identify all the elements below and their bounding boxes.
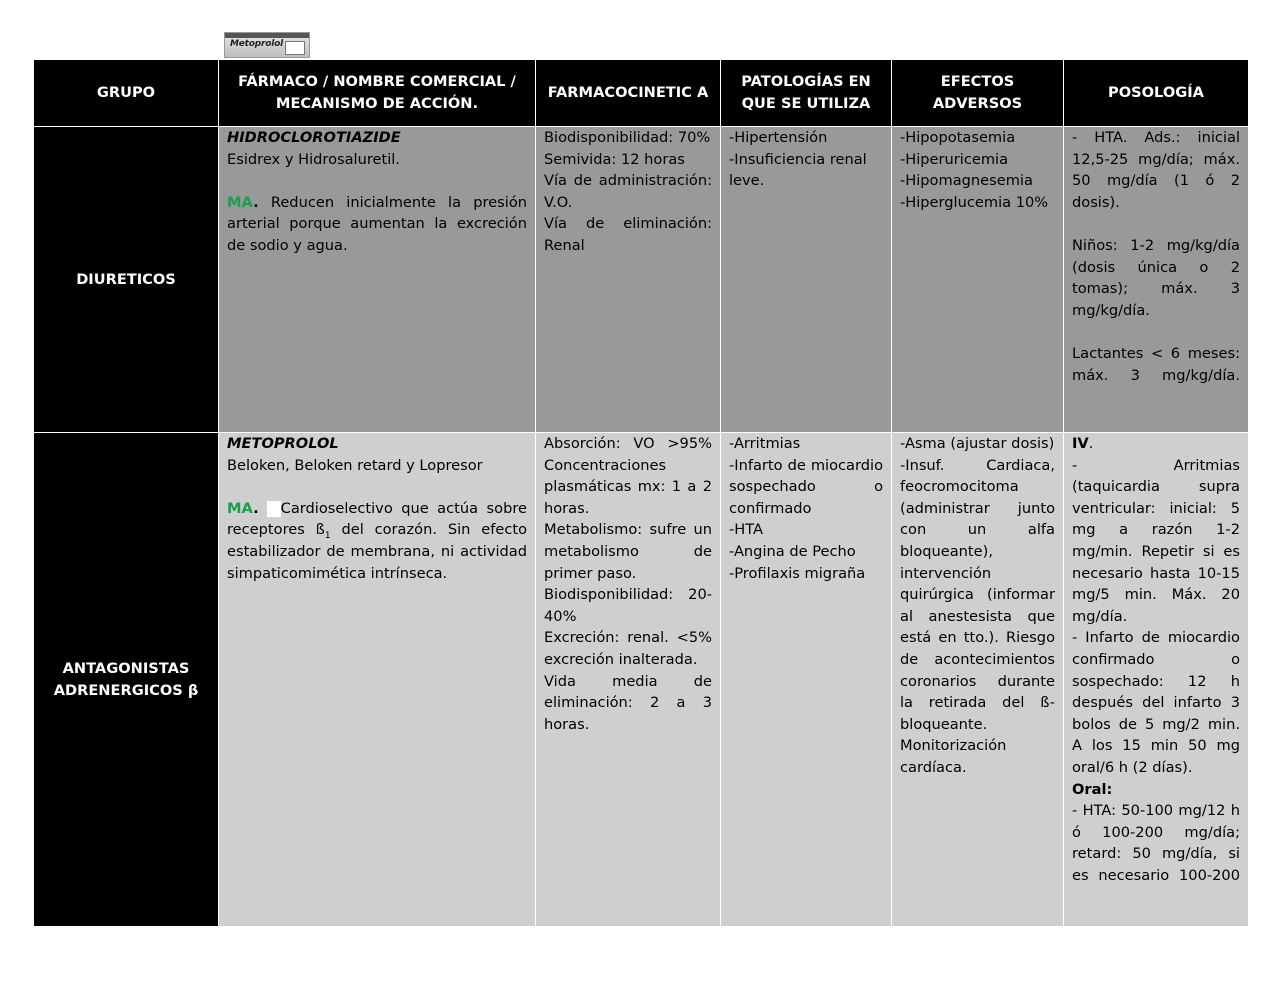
header-efectos: EFECTOS ADVERSOS [892, 60, 1064, 127]
table-row-diureticos [34, 127, 1249, 433]
brand-names: Esidrex y Hidrosaluretil. [227, 150, 400, 168]
pk-item: Biodisponibilidad: 20-40% [544, 586, 712, 625]
posology-item: Niños: 1-2 mg/kg/día (dosis única o 2 tomas); máx. 3 mg/kg/día. [1072, 236, 1240, 319]
adverse-item: -Asma (ajustar dosis) [900, 435, 1055, 452]
drug-name: HIDROCLOROTIAZIDE [227, 129, 401, 146]
mechanism-body-b: del corazón. Sin efecto estabilizador de membrana, ni actividad simpaticomimética intrínseca. [227, 521, 527, 582]
header-row [34, 60, 1249, 127]
pathology-item: -HTA [729, 521, 764, 539]
posology-item: Lactantes < 6 meses: máx. 3 mg/kg/día. [1072, 344, 1240, 384]
pk-cell [536, 127, 721, 433]
pathology-item: -Arritmias [729, 435, 801, 452]
adverse-item: -Hiperglucemia 10% [900, 193, 1049, 211]
pk-item: Vía de eliminación: Renal [544, 215, 712, 254]
posology-item: - HTA. Ads.: inicial 12,5-25 mg/día; máx. 50 mg/día (1 ó 2 dosis). [1072, 129, 1240, 211]
group-cell: ANTAGONISTAS ADRENERGICOS β [34, 433, 219, 927]
package-brand-text: Metoprolol [230, 39, 283, 49]
pathology-item: -Profilaxis migraña [729, 564, 866, 582]
package-label-box [285, 41, 305, 55]
pk-item: Metabolismo: sufre un metabolismo de primer paso. [544, 521, 712, 582]
pk-cell [536, 433, 721, 927]
metoprolol-package-image [224, 32, 310, 58]
posology-item: - HTA: 50-100 mg/12 h ó 100-200 mg/día; retard: 50 mg/día, si es necesario 100-200 [1072, 802, 1240, 884]
pk-item: Vida media de eliminación: 2 a 3 horas. [544, 672, 712, 733]
adverse-item: -Hipopotasemia [900, 129, 1016, 146]
drug-table [33, 59, 1249, 927]
pk-item: Absorción: VO >95% [544, 435, 712, 452]
posology-iv: IV. [1072, 435, 1094, 452]
mechanism-text: MA. Reducen inicialmente la presión arterial porque aumentan la excreción de sodio y agua. [227, 193, 527, 254]
pk-item: Biodisponibilidad: 70% [544, 129, 711, 146]
adverse-item: -Hipomagnesemia [900, 172, 1033, 190]
blank-box [267, 501, 281, 517]
mechanism-body: Reducen inicialmente la presión arterial porque aumentan la excreción de sodio y agua. [227, 193, 527, 254]
pk-item: Excreción: renal. <5% excreción inalterada. [544, 629, 712, 668]
mechanism-body-a: Cardioselectivo que actúa sobre receptores ß [227, 499, 527, 539]
iv-label: IV [1072, 435, 1089, 452]
drug-name: METOPROLOL [227, 435, 339, 452]
posology-cell [1064, 127, 1249, 433]
pathology-item: -Insuficiencia renal leve. [729, 150, 867, 190]
mechanism-subscript: 1 [324, 531, 331, 542]
pk-item: Concentraciones plasmáticas mx: 1 a 2 horas. [544, 456, 712, 517]
pathology-item: -Infarto de miocardio sospechado o confirmado [729, 456, 883, 517]
header-grupo: GRUPO [34, 60, 219, 127]
adverse-cell [892, 127, 1064, 433]
group-cell: DIURETICOS [34, 127, 219, 433]
header-posologia: POSOLOGÍA [1064, 60, 1249, 127]
posology-item: - Infarto de miocardio confirmado o sospechado: 12 h después del infarto 3 bolos de 5 mg/2 min. A los 15 min 50 mg oral/6 h (2 días). [1072, 629, 1240, 776]
header-patologias: PATOLOGÍAS EN QUE SE UTILIZA [721, 60, 892, 127]
table-row-antagonistas [34, 433, 1249, 927]
adverse-cell [892, 433, 1064, 927]
oral-label: Oral: [1072, 780, 1113, 798]
mechanism-text: MA. Cardioselectivo que actúa sobre receptores $ß_1$ del corazón. Sin efecto estabilizador de membrana, ni actividad simpaticomimética intrínseca. [227, 499, 527, 582]
posology-item: - Arritmias (taquicardia supra ventricular: inicial: 5 mg a razón 1-2 mg/min. Repetir si es necesario hasta 10-15 mg/5 min. Máx. 20 mg/día. [1072, 456, 1240, 625]
pathology-item: -Hipertensión [729, 129, 828, 146]
ma-label: MA [227, 193, 254, 211]
posology-cell [1064, 433, 1249, 927]
header-farmaco: FÁRMACO / NOMBRE COMERCIAL / MECANISMO DE ACCIÓN. [219, 60, 536, 127]
ma-label: MA [227, 499, 254, 517]
brand-names: Beloken, Beloken retard y Lopresor [227, 456, 483, 474]
header-farmacocinetica: FARMACOCINETIC A [536, 60, 721, 127]
adverse-item: -Hiperuricemia [900, 150, 1009, 168]
drug-cell [219, 127, 536, 433]
pathology-item: -Angina de Pecho [729, 542, 856, 560]
pathology-cell [721, 127, 892, 433]
pk-item: Vía de administración: V.O. [544, 172, 712, 211]
package-top-strip [225, 33, 309, 38]
pk-item: Semivida: 12 horas [544, 150, 685, 168]
adverse-item: -Insuf. Cardiaca, feocromocitoma (administrar junto con un alfa bloqueante), intervención quirúrgica (informar al anestesista que está en tto.). Riesgo de acontecimientos coronarios durante la retirada del ß-bloqueante. Monitorización cardíaca. [900, 456, 1055, 776]
drug-cell [219, 433, 536, 927]
pathology-cell [721, 433, 892, 927]
